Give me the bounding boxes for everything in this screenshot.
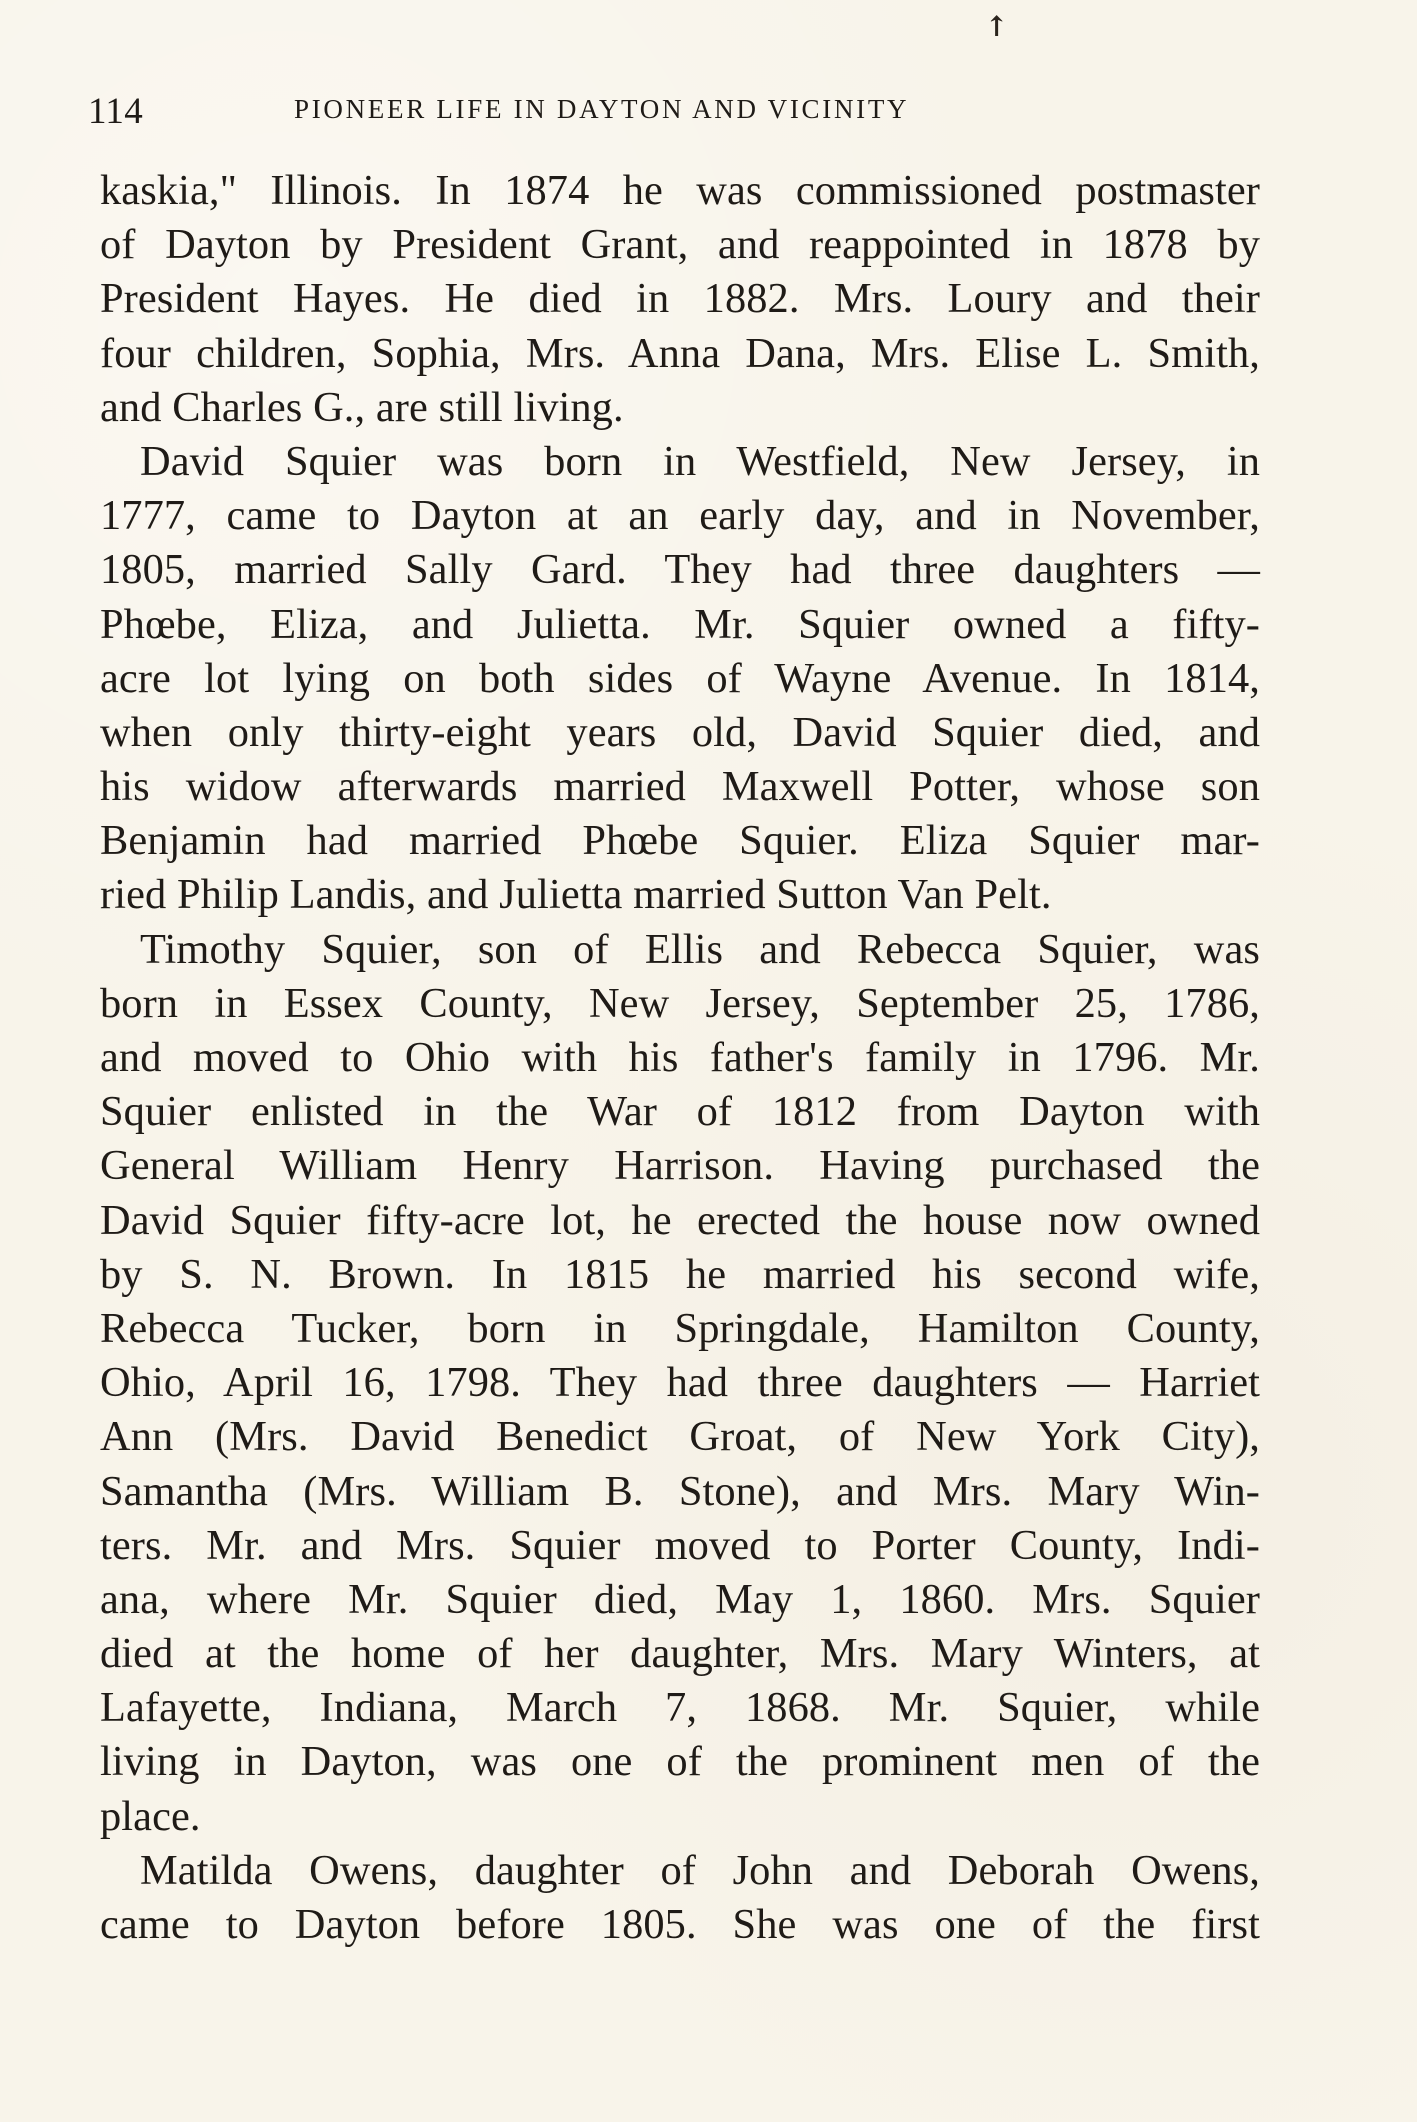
text-line-19: General William Henry Harrison. Having purchased the: [100, 1142, 1260, 1190]
text-line-11: when only thirty-eight years old, David Squier died, and: [100, 708, 1260, 756]
text-line-7: 1777, came to Dayton at an early day, and in November,: [100, 492, 1260, 540]
text-line-29: Lafayette, Indiana, March 7, 1868. Mr. Squier, while: [100, 1684, 1260, 1732]
text-line-18: Squier enlisted in the War of 1812 from Dayton with: [100, 1088, 1260, 1136]
text-line-12: his widow afterwards married Maxwell Potter, whose son: [100, 763, 1260, 811]
text-line-27: ana, where Mr. Squier died, May 1, 1860. Mrs. Squier: [100, 1575, 1260, 1623]
running-title: PIONEER LIFE IN DAYTON AND VICINITY: [294, 94, 910, 124]
text-line-25: Samantha (Mrs. William B. Stone), and Mrs. Mary Win-: [100, 1467, 1260, 1515]
text-line-22: Rebecca Tucker, born in Springdale, Hamilton County,: [100, 1304, 1260, 1352]
text-line-31: place.: [100, 1792, 201, 1840]
text-line-24: Ann (Mrs. David Benedict Groat, of New York City),: [100, 1413, 1260, 1461]
text-line-10: acre lot lying on both sides of Wayne Avenue. In 1814,: [100, 654, 1260, 702]
text-line-20: David Squier fifty-acre lot, he erected the house now owned: [100, 1196, 1260, 1244]
text-line-30: living in Dayton, was one of the prominent men of the: [100, 1738, 1260, 1786]
text-line-23: Ohio, April 16, 1798. They had three daughters — Harriet: [100, 1359, 1260, 1407]
page-number: 114: [88, 91, 144, 132]
text-line-5: and Charles G., are still living.: [100, 383, 624, 431]
text-line-17: and moved to Ohio with his father's family in 1796. Mr.: [100, 1034, 1260, 1081]
text-line-33: came to Dayton before 1805. She was one of the first: [100, 1901, 1260, 1948]
text-line-16: born in Essex County, New Jersey, September 25, 1786,: [100, 979, 1260, 1027]
text-line-15: Timothy Squier, son of Ellis and Rebecca Squier, was: [140, 925, 1260, 973]
top-mark: ↑: [985, 10, 1009, 43]
text-line-6: David Squier was born in Westfield, New Jersey, in: [140, 437, 1260, 485]
text-line-13: Benjamin had married Phœbe Squier. Eliza Squier mar-: [100, 817, 1260, 865]
text-line-3: President Hayes. He died in 1882. Mrs. Loury and their: [100, 275, 1260, 323]
text-line-9: Phœbe, Eliza, and Julietta. Mr. Squier owned a fifty-: [100, 600, 1260, 648]
text-line-4: four children, Sophia, Mrs. Anna Dana, Mrs. Elise L. Smith,: [100, 329, 1260, 377]
text-line-32: Matilda Owens, daughter of John and Deborah Owens,: [140, 1846, 1260, 1894]
page-text: [100, 164, 1260, 1952]
text-line-26: ters. Mr. and Mrs. Squier moved to Porter County, Indi-: [100, 1521, 1260, 1569]
text-line-8: 1805, married Sally Gard. They had three daughters —: [100, 546, 1260, 594]
text-line-2: of Dayton by President Grant, and reappointed in 1878 by: [100, 221, 1260, 269]
text-line-21: by S. N. Brown. In 1815 he married his second wife,: [100, 1250, 1260, 1298]
page-header: [88, 90, 1250, 134]
text-line-14: ried Philip Landis, and Julietta married Sutton Van Pelt.: [100, 871, 1052, 919]
text-line-28: died at the home of her daughter, Mrs. Mary Winters, at: [100, 1630, 1260, 1678]
text-line-1: kaskia," Illinois. In 1874 he was commissioned postmaster: [100, 167, 1260, 214]
